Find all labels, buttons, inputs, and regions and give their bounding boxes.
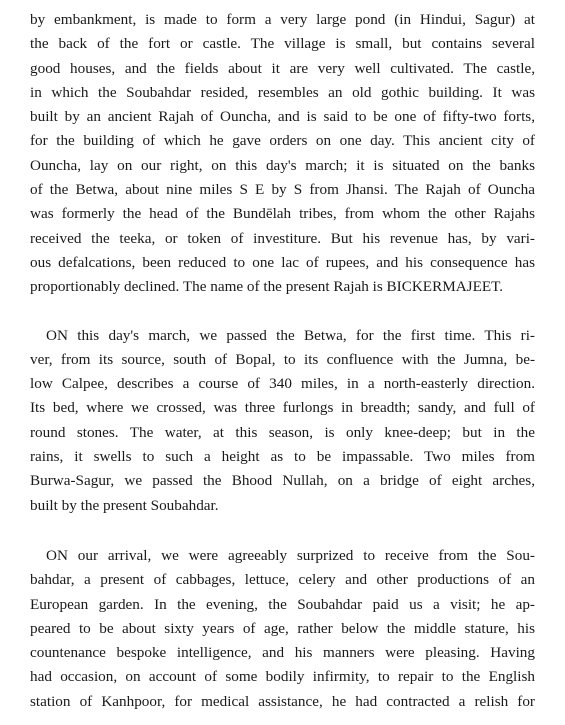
paragraph-1 xyxy=(30,8,535,300)
text-line: of the Betwa, about nine miles S E by S from Jhansi. The Rajah of Ouncha xyxy=(30,181,535,199)
text-line: good houses, and the fields about it are very well cultivated. The castle, xyxy=(30,59,535,77)
text-line: ver, from its source, south of Bopal, to its confluence with the Jumna, be- xyxy=(30,350,535,368)
text-line: Burwa-Sagur, we passed the Bhood Nullah, on a bridge of eight arches, xyxy=(30,472,535,490)
text-line: built by an ancient Rajah of Ouncha, and is said to be one of fifty-two forts, xyxy=(30,108,535,126)
paragraph-3 xyxy=(30,544,535,714)
text-line: proportionably declined. The name of the present Rajah is BICKERMAJEET. xyxy=(30,278,504,296)
text-line: low Calpee, describes a course of 340 miles, in a north-easterly direction. xyxy=(30,375,535,393)
text-line: ous defalcations, been reduced to one lac of rupees, and his consequence has xyxy=(30,253,535,271)
text-line: ON our arrival, we were agreeably surprized to receive from the Sou- xyxy=(46,546,535,564)
paragraph-spacer xyxy=(30,300,535,324)
text-line: Ouncha, lay on our right, on this day's march; it is situated on the banks xyxy=(30,156,535,174)
text-line: for the building of which he gave orders on one day. This ancient city of xyxy=(30,132,535,150)
text-line: peared to be about sixty years of age, rather below the middle stature, his xyxy=(30,619,535,637)
text-line: European garden. In the evening, the Soubahdar paid us a visit; he ap- xyxy=(30,595,535,613)
text-line: by embankment, is made to form a very large pond (in Hindui, Sagur) at xyxy=(30,11,535,28)
text-line: had occasion, on account of some bodily infirmity, to repair to the English xyxy=(30,668,535,686)
text-line: Its bed, where we crossed, was three furlongs in breadth; sandy, and full of xyxy=(30,399,535,417)
text-line: was formerly the head of the Bundēlah tribes, from whom the other Rajahs xyxy=(30,205,535,223)
text-line: ON this day's march, we passed the Betwa, for the first time. This ri- xyxy=(46,326,535,344)
paragraph-2 xyxy=(30,324,535,518)
text-line: countenance bespoke intelligence, and his manners were pleasing. Having xyxy=(30,644,535,662)
text-line: the back of the fort or castle. The village is small, but contains several xyxy=(30,35,535,53)
text-line: station of Kanhpoor, for medical assistance, he had contracted a relish for xyxy=(30,692,535,710)
text-line: built by the present Soubahdar. xyxy=(30,496,219,514)
text-line: in which the Soubahdar resided, resembles an old gothic building. It was xyxy=(30,83,535,101)
text-line: received the teeka, or token of investiture. But his revenue has, by vari- xyxy=(30,229,535,247)
text-line: round stones. The water, at this season, is only knee-deep; but in the xyxy=(30,423,535,441)
paragraph-spacer xyxy=(30,518,535,544)
text-line: bahdar, a present of cabbages, lettuce, celery and other productions of an xyxy=(30,571,535,589)
text-line: rains, it swells to such a height as to be impassable. Two miles from xyxy=(30,448,535,466)
